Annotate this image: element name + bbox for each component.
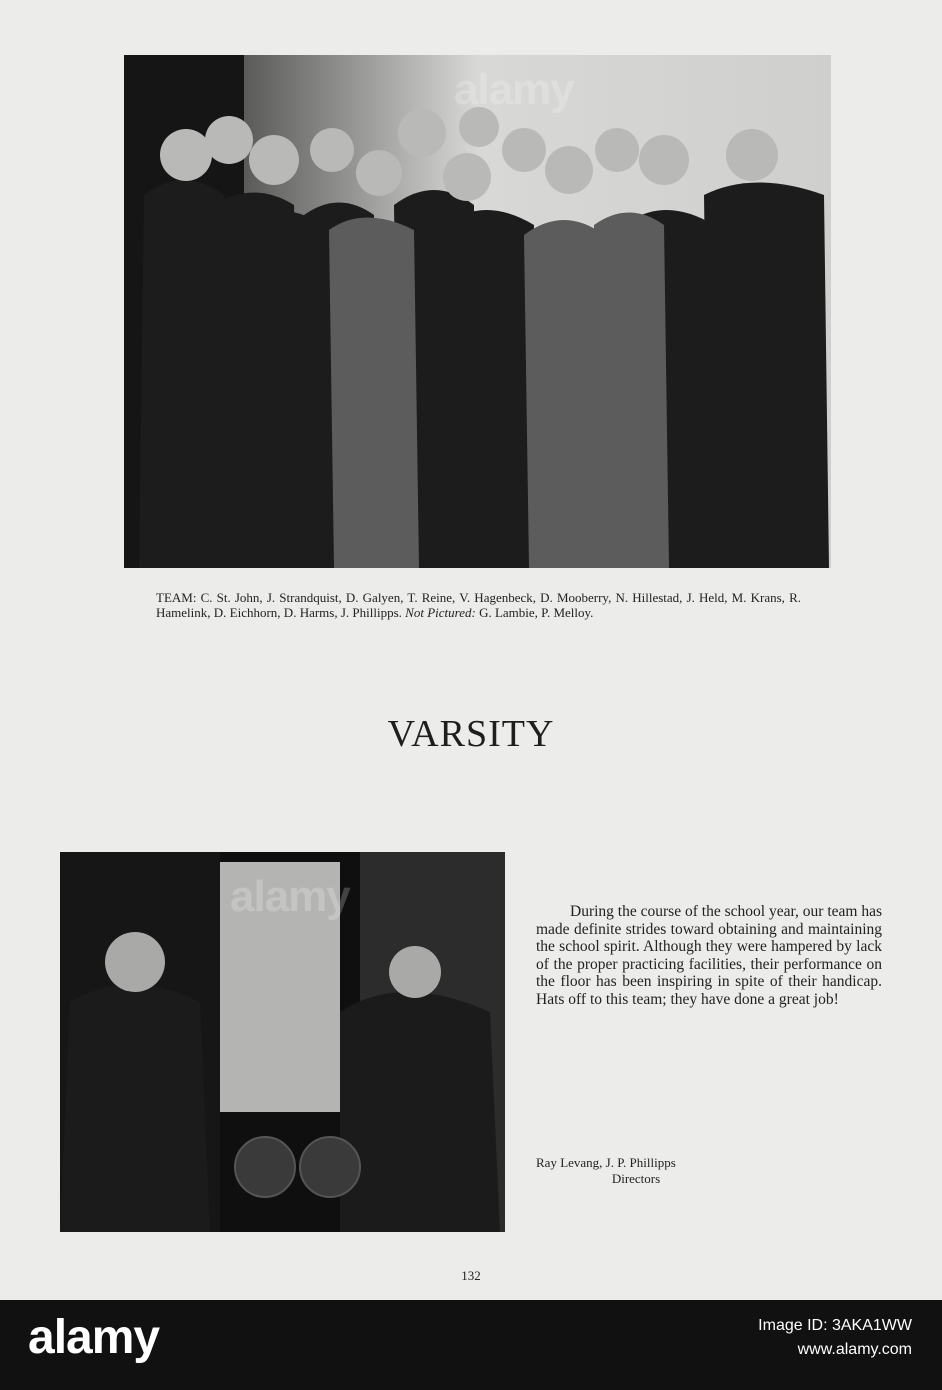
team-caption xyxy=(156,590,801,620)
site-url[interactable]: www.alamy.com xyxy=(797,1341,912,1358)
footer-bar xyxy=(0,1300,942,1390)
directors-photo xyxy=(60,852,505,1232)
team-photo xyxy=(124,55,831,568)
directors-role: Directors xyxy=(611,1171,661,1186)
directors-caption xyxy=(536,1155,736,1187)
directors-names: Ray Levang, J. P. Phillipps xyxy=(536,1155,676,1170)
body-paragraph: During the course of the school year, our team has made definite strides toward obtaining and maintaining the school spirit. Although they were hampered by lack of the proper practicing facilities, their performance on the floor has been inspiring in spite of their handicap. Hats off to this team; they have done a great job! xyxy=(536,903,882,1008)
watermark-text: alamy xyxy=(454,65,574,114)
image-info xyxy=(758,1314,912,1362)
watermark-text: alamy xyxy=(230,872,350,921)
not-pictured-names: G. Lambie, P. Melloy. xyxy=(479,605,594,620)
page-title: VARSITY xyxy=(387,713,555,755)
team-caption-names: TEAM: C. St. John, J. Strandquist, D. Galyen, T. Reine, V. Hagenbeck, D. Mooberry, N. Hillestad, J. Held, M. Krans, R. Hamelink, D. Eichhorn, D. Harms, J. Phillipps. xyxy=(156,590,801,620)
page-number: 132 xyxy=(461,1268,481,1283)
not-pictured-label: Not Pictured: xyxy=(405,605,476,620)
image-id: Image ID: 3AKA1WW xyxy=(758,1317,912,1334)
brand-logo: alamy xyxy=(28,1311,160,1364)
